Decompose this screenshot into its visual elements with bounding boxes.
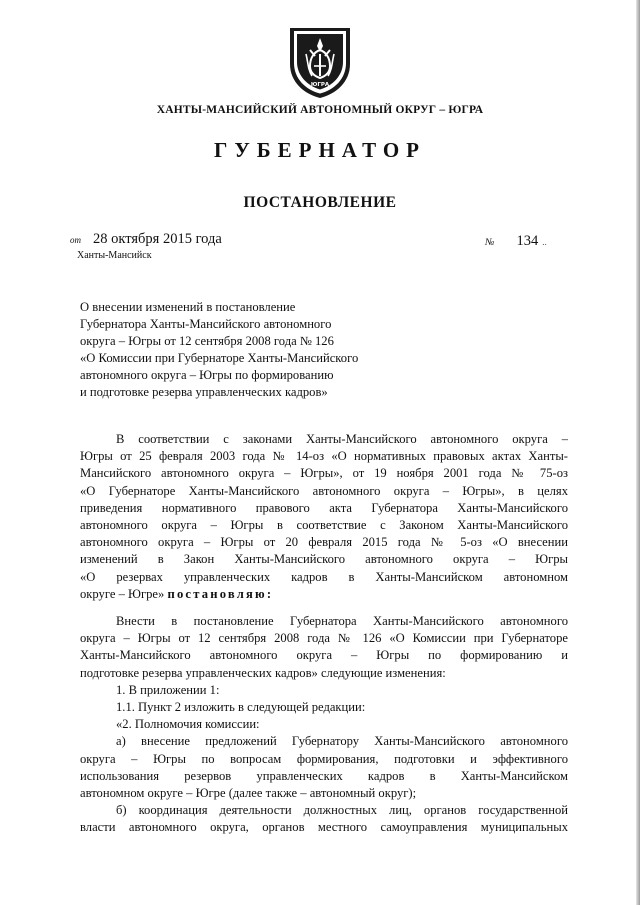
subject-line: «О Комиссии при Губернаторе Ханты-Мансийского bbox=[80, 351, 359, 365]
text-line: Мансийского автономного округа – Югры», от 19 ноября 2001 года № 75-оз bbox=[80, 466, 568, 481]
document-number: 134 bbox=[516, 233, 539, 249]
number-underline-dots: .. bbox=[542, 237, 547, 247]
document-type: ПОСТАНОВЛЕНИЕ bbox=[243, 194, 397, 211]
region-name: ХАНТЫ-МАНСИЙСКИЙ АВТОНОМНЫЙ ОКРУГ – ЮГРА bbox=[156, 104, 484, 116]
coat-of-arms-emblem bbox=[286, 20, 354, 100]
date-row bbox=[70, 231, 222, 248]
city-name: Ханты-Мансийск bbox=[77, 250, 152, 261]
text-line: власти автономного округа, органов местного самоуправления муниципальных bbox=[80, 820, 568, 835]
date-prefix: от bbox=[70, 235, 81, 245]
preamble-ending: округе – Югре» bbox=[80, 586, 165, 601]
text-line: изменений в Закон Ханты-Мансийского автономного округа – Югры bbox=[80, 552, 568, 567]
text-line: приведения нормативного правового акта Губернатора Ханты-Мансийского bbox=[80, 500, 568, 515]
resolution-keyword: постановляю: bbox=[167, 586, 274, 601]
number-row bbox=[485, 233, 547, 250]
text-line: а) внесение предложений Губернатору Ханты-Мансийского автономного bbox=[116, 734, 568, 749]
subject-line: О внесении изменений в постановление bbox=[80, 300, 296, 314]
list-item: 1. В приложении 1: bbox=[116, 682, 220, 697]
text-line: б) координация деятельности должностных лиц, органов государственной bbox=[116, 803, 568, 818]
text-line: «О резервах управленческих кадров в Ханты-Мансийском автономном bbox=[80, 569, 568, 584]
text-line bbox=[80, 586, 568, 603]
document-title: ГУБЕРНАТОР bbox=[213, 138, 427, 162]
text-line: округа – Югры по вопросам формирования, подготовки и эффективного bbox=[80, 751, 568, 766]
page-edge-shadow bbox=[636, 0, 640, 905]
text-line: Внести в постановление Губернатора Ханты-Мансийского автономного bbox=[116, 614, 568, 628]
number-sign: № bbox=[485, 237, 495, 248]
resolution-paragraph bbox=[80, 613, 568, 837]
preamble-paragraph bbox=[80, 431, 568, 603]
text-line: В соответствии с законами Ханты-Мансийского автономного округа – bbox=[116, 432, 568, 446]
document-date: 28 октября 2015 года bbox=[93, 231, 222, 247]
subject-line: и подготовке резерва управленческих кадров» bbox=[80, 385, 328, 399]
text-line: подготовке резерва управленческих кадров» следующие изменения: bbox=[80, 665, 446, 680]
text-line: использования резервов управленческих кадров в Ханты-Мансийском bbox=[80, 768, 568, 783]
list-item: 1.1. Пункт 2 изложить в следующей редакции: bbox=[116, 700, 366, 715]
text-line: автономном округе – Югре (далее также – автономный округ); bbox=[80, 786, 417, 801]
list-item: «2. Полномочия комиссии: bbox=[116, 717, 260, 732]
text-line: автономного округа – Югры от 20 февраля 2015 года № 5-оз «О внесении bbox=[80, 535, 568, 550]
subject-line: Губернатора Ханты-Мансийского автономного bbox=[80, 317, 332, 331]
text-line: Югры от 25 февраля 2003 года № 14-оз «О нормативных правовых актах Ханты- bbox=[80, 449, 568, 464]
text-line: «О Губернаторе Ханты-Мансийского автономного округа – Югры», в целях bbox=[80, 483, 568, 498]
text-line: округа – Югры от 12 сентября 2008 года № 126 «О Комиссии при Губернаторе bbox=[80, 631, 568, 646]
text-line: автономного округа – Югры в соответствие с Законом Ханты-Мансийского bbox=[80, 518, 568, 533]
subject-line: округа – Югры от 12 сентября 2008 года № 126 bbox=[80, 334, 334, 348]
document-subject bbox=[80, 299, 410, 401]
text-line: Ханты-Мансийского автономного округа – Югры по формированию и bbox=[80, 648, 568, 663]
subject-line: автономного округа – Югры по формированию bbox=[80, 368, 334, 382]
emblem-label: ЮГРА bbox=[310, 82, 330, 88]
